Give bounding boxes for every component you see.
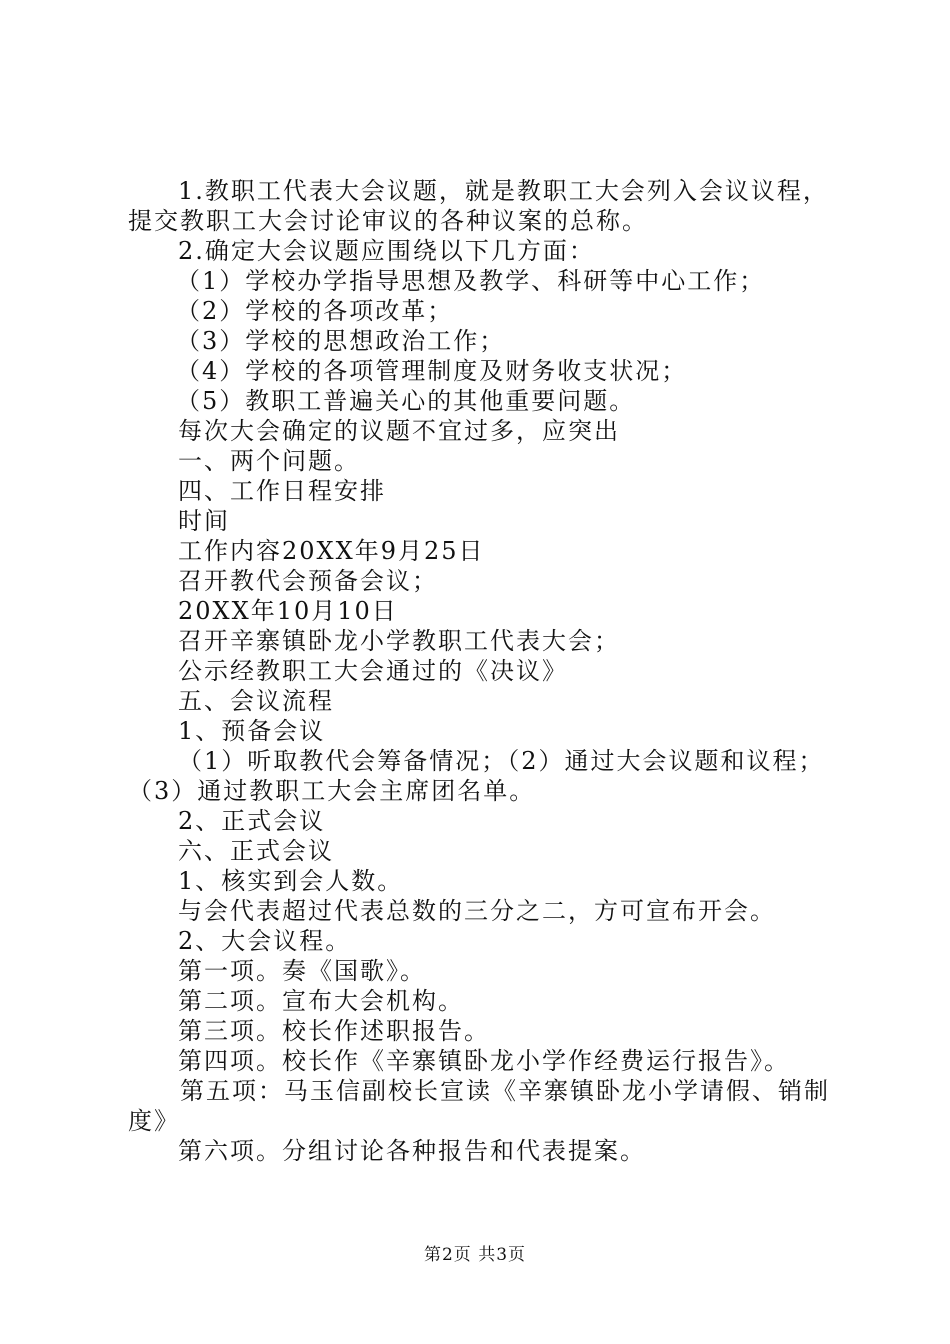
page-number-footer: 第2页 共3页 [423,1245,527,1265]
list-item: （2）学校的各项改革； [176,297,454,325]
agenda-item: 第二项。宣布大会机构。 [178,987,464,1015]
paragraph: 一、两个问题。 [178,447,360,475]
agenda-item: 第五项：马玉信副校长宣读《辛寨镇卧龙小学请假、销制度》 [128,1077,830,1135]
subheading: 1、预备会议 [178,717,326,745]
list-item: （3）学校的思想政治工作； [176,327,506,355]
list-item: （5）教职工普遍关心的其他重要问题。 [176,387,636,415]
paragraph: 召开辛寨镇卧龙小学教职工代表大会； [178,627,620,655]
subheading: 1、核实到会人数。 [178,867,404,895]
section-heading-flow: 五、会议流程 [178,687,334,715]
paragraph: 与会代表超过代表总数的三分之二，方可宣布开会。 [178,897,776,925]
agenda-item: 第三项。校长作述职报告。 [178,1017,490,1045]
subheading: 2、正式会议 [178,807,326,835]
subheading: 2、大会议程。 [178,927,352,955]
list-item: （1）学校办学指导思想及教学、科研等中心工作； [176,267,766,295]
paragraph-agenda-definition: 1.教职工代表大会议题，就是教职工大会列入会议议程，提交教职工大会讨论审议的各种议案的总称。 [128,177,829,235]
paragraph-agenda-scope: 2.确定大会议题应围绕以下几方面： [178,237,595,265]
paragraph: （1）听取教代会筹备情况；（2）通过大会议题和议程；（3）通过教职工大会主席团名单。 [128,747,825,805]
section-heading-formal-meeting: 六、正式会议 [178,837,334,865]
agenda-item: 第六项。分组讨论各种报告和代表提案。 [178,1137,646,1165]
document-body [128,176,840,1166]
agenda-item: 第一项。奏《国歌》。 [178,957,426,985]
section-heading-schedule: 四、工作日程安排 [178,477,386,505]
paragraph: 20XX年10月10日 [178,597,398,625]
paragraph: 公示经教职工大会通过的《决议》 [178,657,568,685]
paragraph: 每次大会确定的议题不宜过多，应突出 [178,417,620,445]
paragraph: 工作内容20XX年9月25日 [178,537,485,565]
paragraph: 时间 [178,507,230,535]
list-item: （4）学校的各项管理制度及财务收支状况； [176,357,688,385]
agenda-item: 第四项。校长作《辛寨镇卧龙小学作经费运行报告》。 [178,1047,790,1075]
paragraph: 召开教代会预备会议； [178,567,438,595]
